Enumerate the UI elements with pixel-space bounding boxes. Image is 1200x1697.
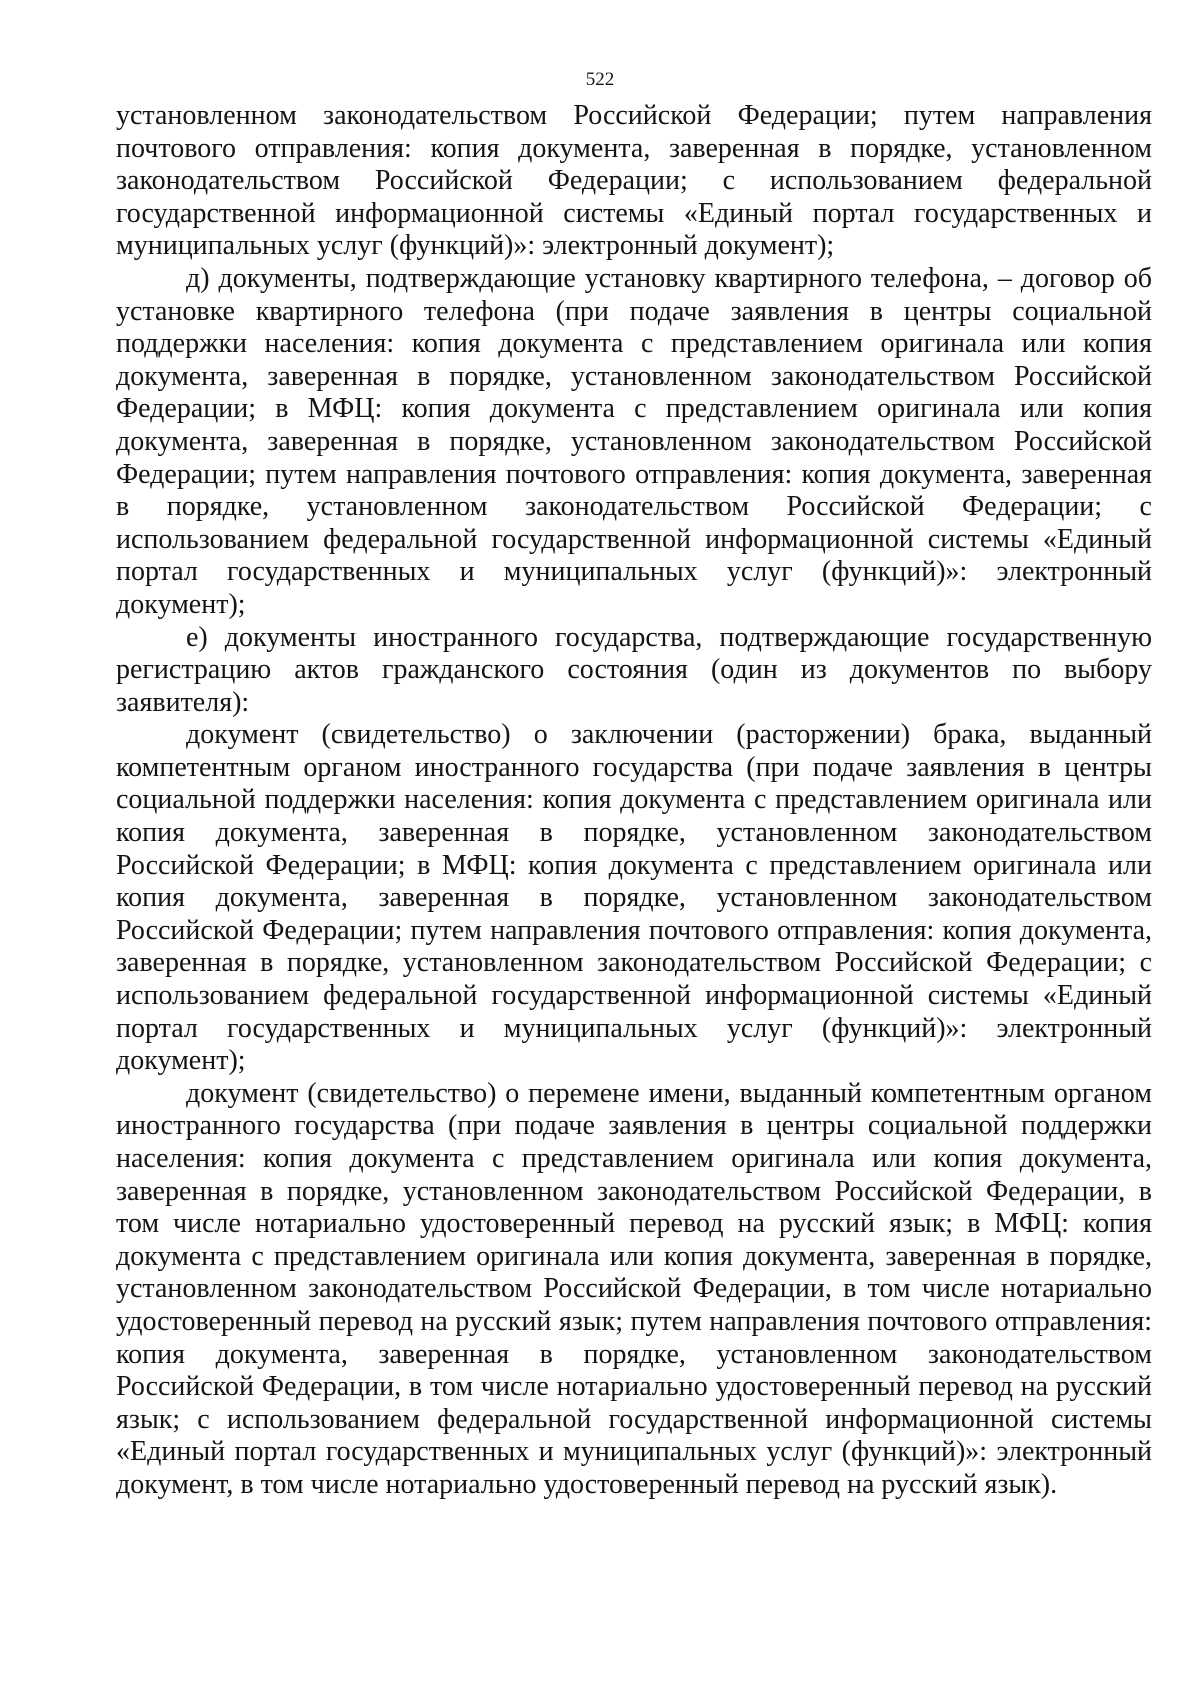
paragraph-name-change-certificate: документ (свидетельство) о перемене имени, выданный компетентным органом иностранного государства (при подаче заявления в центры социальной поддержки населения: копия документа с представлением оригинала или копия документа, заверенная в порядке, установленном законодательством Российской Федерации, в том числе нотариально удостоверенный перевод на русский язык; в МФЦ: копия документа с представлением оригинала или копия документа, заверенная в порядке, установленном законодательством Российской Федерации, в том числе нотариально удостоверенный перевод на русский язык; путем направления почтового отправления: копия документа, заверенная в порядке, установленном законодательством Российской Федерации, в том числе нотариально удостоверенный перевод на русский язык; с использованием федеральной государственной информационной системы «Единый портал государственных и муниципальных услуг (функций)»: электронный документ, в том числе нотариально удостоверенный перевод на русский язык). <box>116 1077 1152 1500</box>
page-number: 522 <box>585 69 615 90</box>
paragraph-continuation: установленном законодательством Российской Федерации; путем направления почтового отправления: копия документа, заверенная в порядке, установленном законодательством Российской Федерации; с использованием федеральной государственной информационной системы «Единый портал государственных и муниципальных услуг (функций)»: электронный документ); <box>116 100 1152 262</box>
paragraph-item-e: е) документы иностранного государства, подтверждающие государственную регистрацию актов гражданского состояния (один из документов по выбору заявителя): <box>116 621 1152 718</box>
paragraph-item-d: д) документы, подтверждающие установку квартирного телефона, – договор об установке квартирного телефона (при подаче заявления в центры социальной поддержки населения: копия документа с представлением оригинала или копия документа, заверенная в порядке, установленном законодательством Российской Федерации; в МФЦ: копия документа с представлением оригинала или копия документа, заверенная в порядке, установленном законодательством Российской Федерации; путем направления почтового отправления: копия документа, заверенная в порядке, установленном законодательством Российской Федерации; с использованием федеральной государственной информационной системы «Единый портал государственных и муниципальных услуг (функций)»: электронный документ); <box>116 262 1152 620</box>
document-body <box>116 100 1152 1502</box>
paragraph-marriage-certificate: документ (свидетельство) о заключении (расторжении) брака, выданный компетентным органом иностранного государства (при подаче заявления в центры социальной поддержки населения: копия документа с представлением оригинала или копия документа, заверенная в порядке, установленном законодательством Российской Федерации; в МФЦ: копия документа с представлением оригинала или копия документа, заверенная в порядке, установленном законодательством Российской Федерации; путем направления почтового отправления: копия документа, заверенная в порядке, установленном законодательством Российской Федерации; с использованием федеральной государственной информационной системы «Единый портал государственных и муниципальных услуг (функций)»: электронный документ); <box>116 719 1152 1077</box>
